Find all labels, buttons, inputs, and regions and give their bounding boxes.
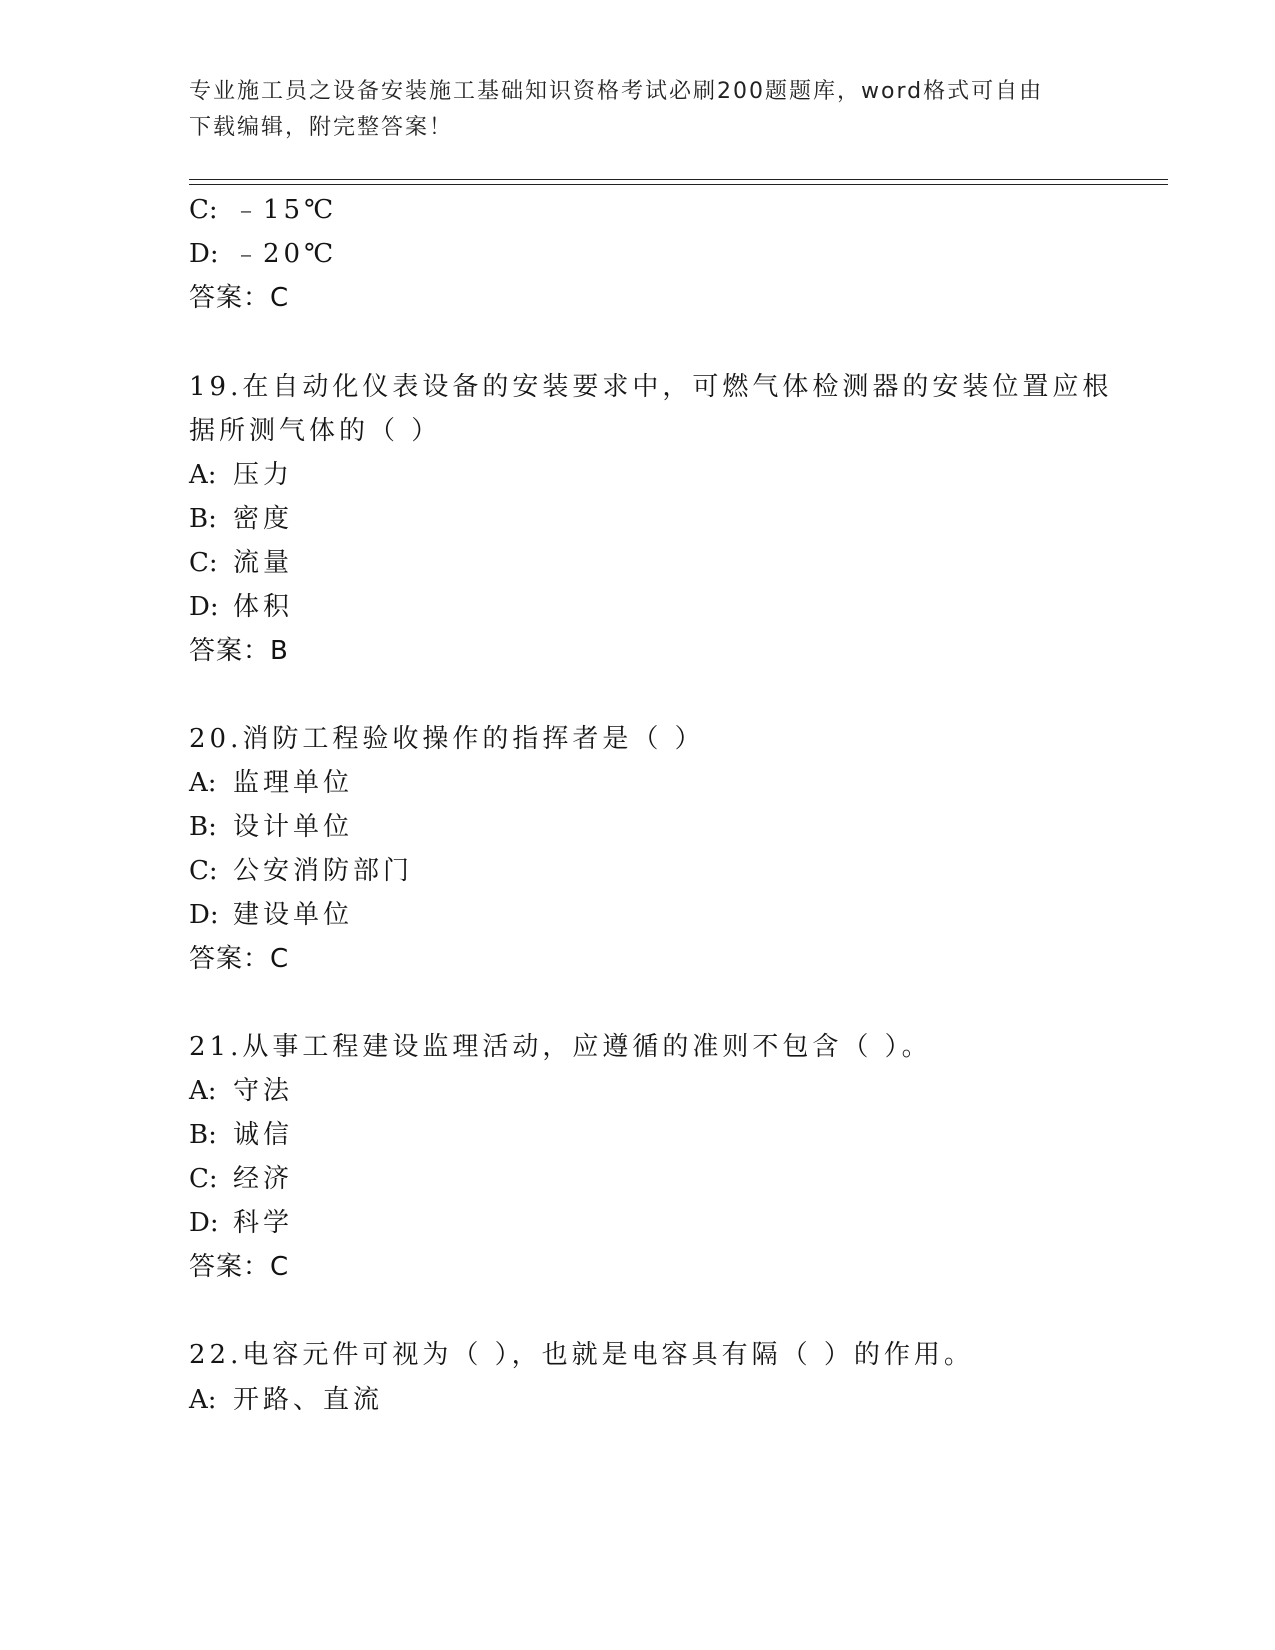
q22-stem-line-1: 22.电容元件可视为（ ），也就是电容具有隔（ ）的作用。 <box>189 1340 974 1370</box>
option-text: 压力 <box>233 460 294 490</box>
option-text: 流量 <box>233 548 294 578</box>
q20-stem-line-1: 20.消防工程验收操作的指挥者是（ ） <box>189 724 705 754</box>
q20-option-d <box>189 898 353 932</box>
q20-answer: 答案：C <box>189 944 290 974</box>
option-text: ﹣20℃ <box>233 239 338 269</box>
header-title-line-1: 专业施工员之设备安装施工基础知识资格考试必刷200题题库，word格式可自由 <box>189 79 1044 104</box>
q19-option-a <box>189 458 293 492</box>
q21-option-c <box>189 1162 293 1196</box>
q18-option-d <box>189 237 337 271</box>
q22-option-a <box>189 1383 383 1417</box>
option-label: C: <box>189 195 218 225</box>
option-text: 经济 <box>233 1164 294 1194</box>
header-divider-bottom <box>189 184 1168 185</box>
q19-answer: 答案：B <box>189 636 289 666</box>
option-label: B: <box>189 504 217 534</box>
option-text: 体积 <box>233 592 294 622</box>
q21-option-b <box>189 1118 293 1152</box>
option-label: B: <box>189 812 217 842</box>
option-label: C: <box>189 548 218 578</box>
option-label: A: <box>189 1076 217 1106</box>
q19-stem-line-1: 19.在自动化仪表设备的安装要求中，可燃气体检测器的安装位置应根 <box>189 372 1113 402</box>
q19-stem-line-2: 据所测气体的（ ） <box>189 416 442 446</box>
q19-option-b <box>189 502 293 536</box>
option-label: C: <box>189 856 218 886</box>
q21-stem-line-1: 21.从事工程建设监理活动，应遵循的准则不包含（ ）。 <box>189 1032 932 1062</box>
option-text: 守法 <box>233 1076 294 1106</box>
option-text: ﹣15℃ <box>233 195 338 225</box>
option-label: B: <box>189 1120 217 1150</box>
option-label: D: <box>189 592 219 622</box>
option-label: D: <box>189 900 219 930</box>
header-title-line-2: 下载编辑，附完整答案！ <box>189 115 454 140</box>
q20-option-a <box>189 766 353 800</box>
option-text: 密度 <box>233 504 294 534</box>
option-label: D: <box>189 239 219 269</box>
option-label: C: <box>189 1164 218 1194</box>
option-label: A: <box>189 768 217 798</box>
document-header <box>189 74 1089 146</box>
option-text: 设计单位 <box>233 812 354 842</box>
q20-option-b <box>189 810 353 844</box>
q20-option-c <box>189 854 413 888</box>
q21-answer: 答案：C <box>189 1252 290 1282</box>
q19-option-c <box>189 546 293 580</box>
option-label: D: <box>189 1208 219 1238</box>
header-divider-top <box>189 179 1168 180</box>
q19-option-d <box>189 590 293 624</box>
option-label: A: <box>189 1385 217 1415</box>
option-text: 开路、直流 <box>233 1385 384 1415</box>
q18-option-c <box>189 193 337 227</box>
option-text: 诚信 <box>233 1120 294 1150</box>
q21-option-a <box>189 1074 293 1108</box>
option-text: 科学 <box>233 1208 294 1238</box>
option-text: 监理单位 <box>233 768 354 798</box>
option-label: A: <box>189 460 217 490</box>
option-text: 公安消防部门 <box>233 856 414 886</box>
option-text: 建设单位 <box>233 900 354 930</box>
q21-option-d <box>189 1206 293 1240</box>
q18-answer: 答案：C <box>189 283 290 313</box>
